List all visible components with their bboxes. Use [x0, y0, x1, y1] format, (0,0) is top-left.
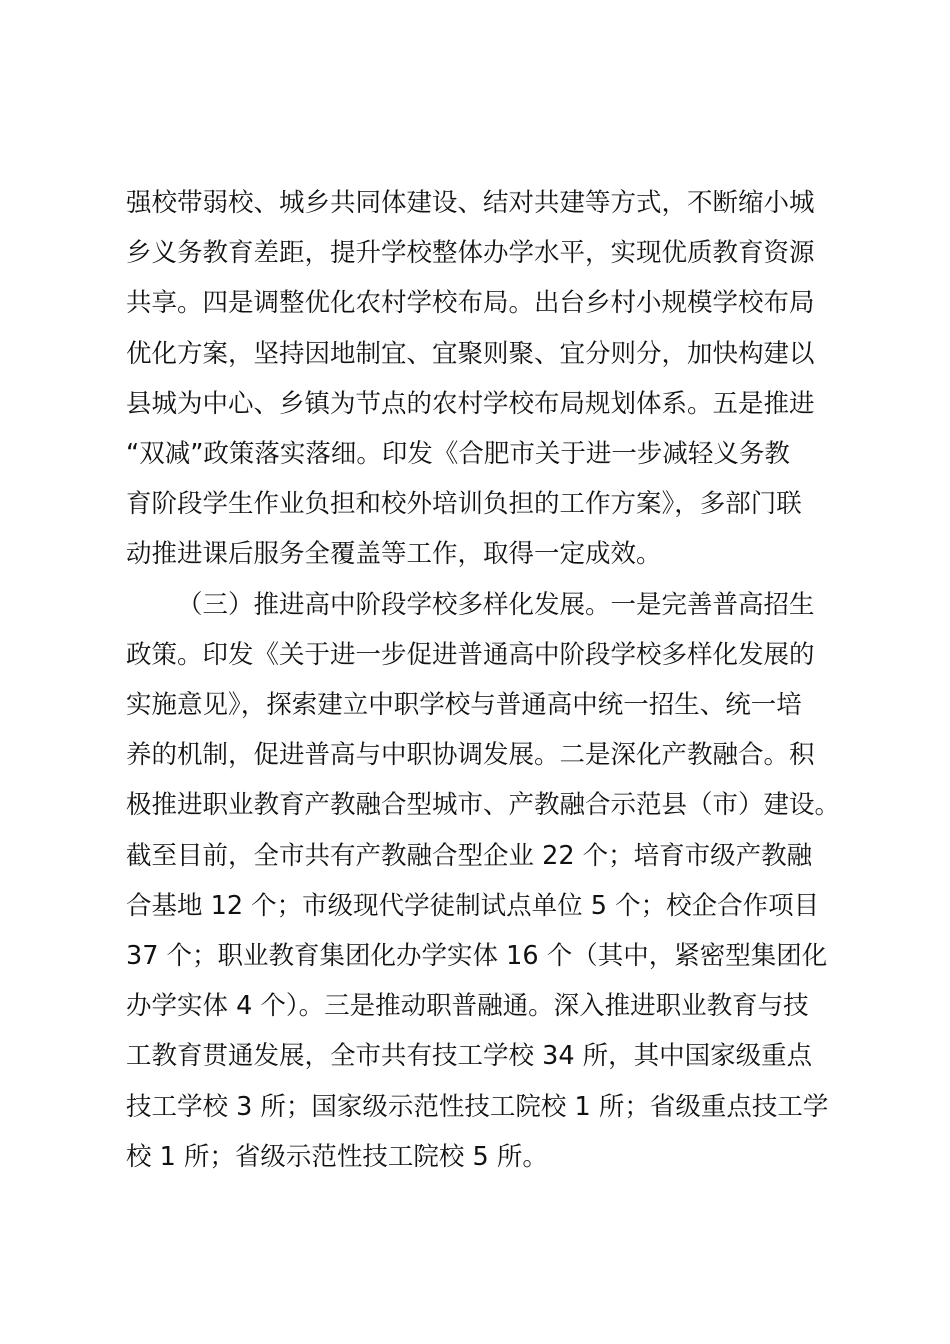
text-line-13: 极推进职业教育产教融合型城市、产教融合示范县（市）建设。	[126, 790, 841, 821]
text-line-4: 优化方案，坚持因地制宜、宜聚则聚、宜分则分，加快构建以	[126, 338, 815, 369]
text-line-10: 政策。印发《关于进一步促进普通高中阶段学校多样化发展的	[126, 639, 815, 670]
text-line-9: （三）推进高中阶段学校多样化发展。一是完善普高招生	[177, 589, 815, 620]
text-line-11: 实施意见》，探索建立中职学校与普通高中统一招生、统一培	[126, 690, 802, 720]
text-line-1: 强校带弱校、城乡共同体建设、结对共建等方式，不断缩小城	[126, 188, 815, 218]
text-line-17: 办学实体 4 个）。三是推动职普融通。深入推进职业教育与技	[126, 991, 809, 1022]
text-line-19: 技工学校 3 所；国家级示范性技工院校 1 所；省级重点技工学	[126, 1091, 829, 1122]
text-line-2: 乡义务教育差距，提升学校整体办学水平，实现优质教育资源	[126, 238, 815, 269]
text-line-12: 养的机制，促进普高与中职协调发展。二是深化产教融合。积	[126, 740, 815, 771]
text-line-3: 共享。四是调整优化农村学校布局。出台乡村小规模学校布局	[126, 288, 815, 319]
text-line-8: 动推进课后服务全覆盖等工作，取得一定成效。	[126, 539, 662, 570]
text-line-7: 育阶段学生作业负担和校外培训负担的工作方案》，多部门联	[126, 489, 802, 520]
text-line-18: 工教育贯通发展，全市共有技工学校 34 所，其中国家级重点	[126, 1041, 813, 1072]
text-line-15: 合基地 12 个；市级现代学徒制试点单位 5 个；校企合作项目	[126, 890, 820, 921]
text-line-20: 校 1 所；省级示范性技工院校 5 所。	[126, 1141, 548, 1172]
text-line-6: “双减”政策落实落细。印发《合肥市关于进一步减轻义务教	[126, 439, 790, 469]
text-line-5: 县城为中心、乡镇为节点的农村学校布局规划体系。五是推进	[126, 388, 815, 419]
text-line-16: 37 个；职业教育集团化办学实体 16 个（其中，紧密型集团化	[126, 941, 828, 971]
text-line-14: 截至目前，全市共有产教融合型企业 22 个；培育市级产教融	[126, 840, 813, 871]
